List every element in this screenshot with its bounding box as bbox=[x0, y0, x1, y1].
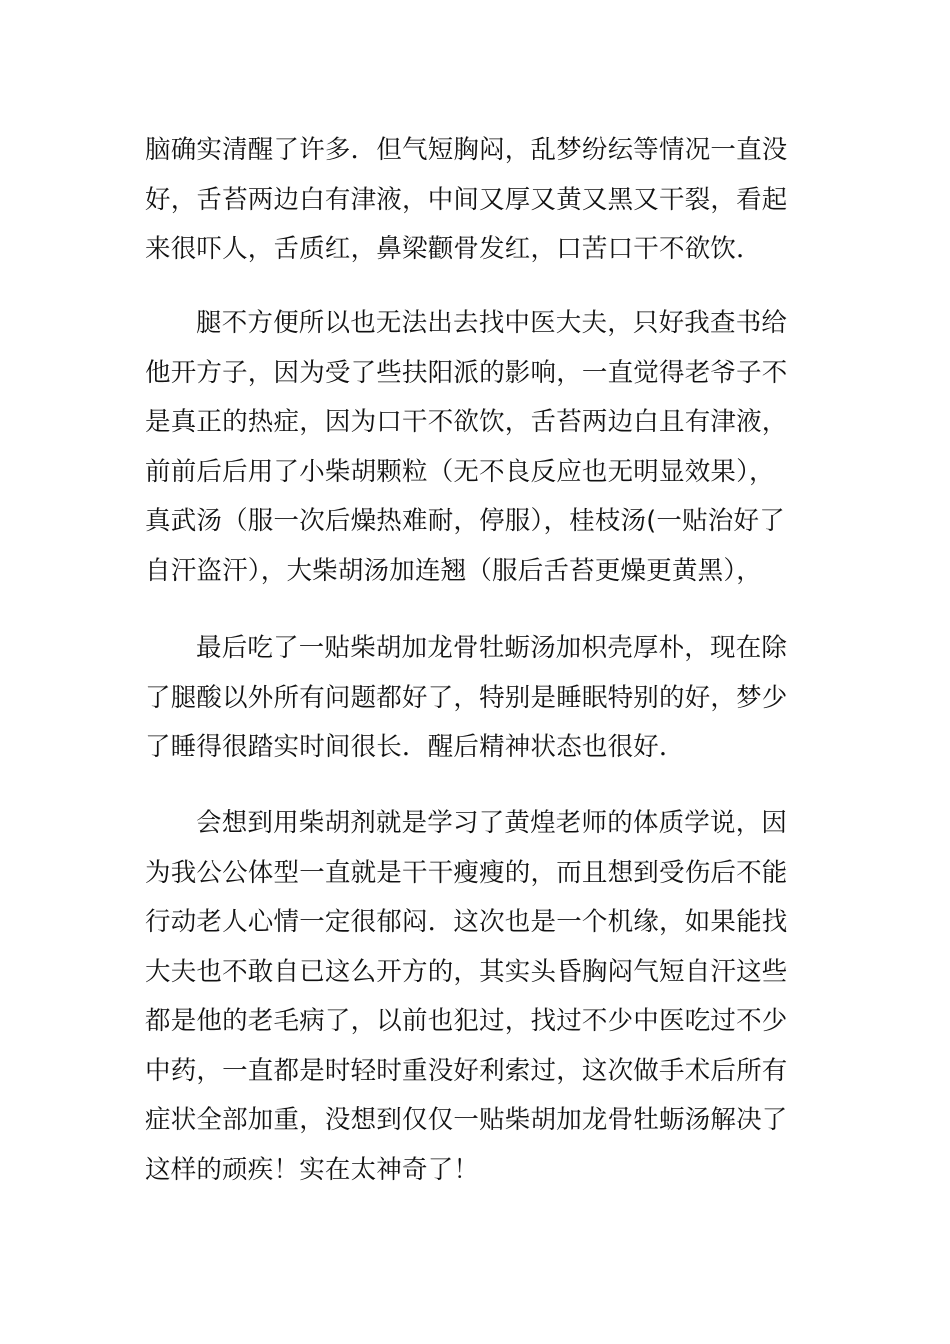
text-line: 来很吓人，舌质红，鼻梁颧骨发红，口苦口干不欲饮． bbox=[145, 234, 762, 264]
paragraph-4 bbox=[145, 799, 805, 1195]
text-line: 自汗盗汗），大柴胡汤加连翘（服后舌苔更燥更黄黑）， bbox=[145, 555, 763, 586]
text-line: 会想到用柴胡剂就是学习了黄煌老师的体质学说，因 bbox=[196, 808, 788, 838]
paragraph-2 bbox=[145, 299, 805, 596]
text-line: 大夫也不敢自已这么开方的，其实头昏胸闷气短自汗这些 bbox=[145, 956, 788, 987]
text-line: 这样的顽疾！实在太神奇了！ bbox=[145, 1154, 480, 1185]
text-line: 腿不方便所以也无法出去找中医大夫，只好我查书给 bbox=[196, 308, 788, 338]
text-line: 中药，一直都是时轻时重没好利索过，这次做手术后所有 bbox=[145, 1055, 788, 1086]
paragraph-1 bbox=[145, 126, 805, 275]
text-line: 了腿酸以外所有问题都好了，特别是睡眠特别的好，梦少 bbox=[145, 682, 788, 713]
text-line: 了睡得很踏实时间很长．醒后精神状态也很好． bbox=[145, 732, 685, 762]
text-line: 脑确实清醒了许多．但气短胸闷，乱梦纷纭等情况一直没 bbox=[145, 135, 788, 165]
text-line: 行动老人心情一定很郁闷．这次也是一个机缘，如果能找 bbox=[145, 907, 788, 937]
text-line: 真武汤（服一次后燥热难耐，停服），桂枝汤(一贴治好了 bbox=[145, 506, 785, 536]
paragraph-3 bbox=[145, 624, 805, 773]
text-line: 他开方子，因为受了些扶阳派的影响，一直觉得老爷子不 bbox=[145, 357, 788, 388]
text-line: 好，舌苔两边白有津液，中间又厚又黄又黑又干裂，看起 bbox=[145, 184, 788, 215]
text-line: 最后吃了一贴柴胡加龙骨牡蛎汤加枳壳厚朴，现在除 bbox=[196, 633, 788, 663]
text-line: 是真正的热症，因为口干不欲饮，舌苔两边白且有津液， bbox=[145, 407, 788, 437]
text-line: 都是他的老毛病了，以前也犯过，找过不少中医吃过不少 bbox=[145, 1006, 788, 1036]
text-line: 为我公公体型一直就是干干瘦瘦的，而且想到受伤后不能 bbox=[145, 857, 788, 888]
text-line: 症状全部加重，没想到仅仅一贴柴胡加龙骨牡蛎汤解决了 bbox=[145, 1105, 788, 1135]
text-line: 前前后后用了小柴胡颗粒（无不良反应也无明显效果）， bbox=[145, 456, 775, 487]
